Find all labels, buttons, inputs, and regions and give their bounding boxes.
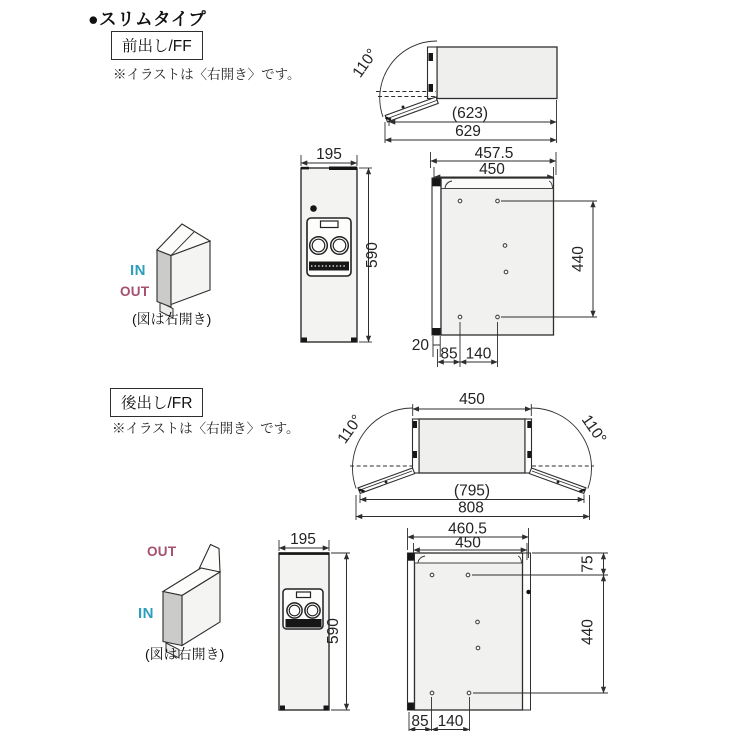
fr-top-angle-right: 110° — [577, 411, 610, 447]
fr-front-hinge-dot — [526, 590, 530, 594]
ff-side-dim-height: 590 — [364, 242, 381, 268]
ff-in-label: IN — [130, 262, 146, 279]
fr-side-view — [279, 531, 350, 711]
ff-iso-view — [157, 224, 210, 318]
fr-in-label: IN — [138, 605, 154, 622]
ff-front-side-edge — [432, 178, 441, 335]
ff-front-dim-total: 457.5 — [474, 145, 514, 162]
ff-side-name-slot — [321, 221, 339, 228]
fr-front-dim-face: 450 — [455, 534, 481, 552]
ff-top-dim-total: 629 — [455, 123, 481, 140]
fr-side-body — [279, 553, 329, 710]
fr-side-pull-bar — [286, 619, 322, 628]
fr-front-dim-total: 460.5 — [448, 520, 487, 538]
ff-top-body — [437, 47, 557, 99]
ff-front-dim-face: 450 — [479, 161, 505, 178]
fr-top-dim-face: 450 — [459, 391, 485, 408]
section-label-fr-text: 後出し/FR — [121, 395, 193, 412]
section-label-ff-text: 前出し/FF — [122, 38, 192, 55]
section-label-ff — [111, 31, 203, 60]
fr-front-view — [408, 521, 609, 731]
ff-front-dim-pitch-h: 140 — [465, 345, 492, 363]
page-title: ●スリムタイプ — [88, 9, 207, 29]
fr-top-dim-total: 808 — [458, 499, 484, 517]
ff-front-dim-pitch-v: 440 — [570, 246, 587, 272]
ff-side-view — [301, 146, 381, 342]
ff-top-view — [349, 41, 557, 143]
fr-front-dim-hole-left: 85 — [411, 713, 429, 730]
fr-front-dim-pitch-v: 440 — [579, 619, 597, 645]
fr-out-label: OUT — [147, 544, 177, 559]
fr-front-side-edge — [408, 553, 415, 710]
fr-side-name-slot — [297, 592, 311, 598]
fr-iso-caption: (図は右開き) — [145, 646, 225, 662]
ff-top-angle: 110° — [349, 45, 382, 81]
fr-top-dim-open: (795) — [453, 482, 491, 500]
ff-side-dim-depth: 195 — [316, 146, 342, 163]
fr-side-dim-height: 590 — [325, 618, 342, 644]
ff-front-view — [412, 145, 597, 367]
fr-top-body — [419, 419, 525, 473]
ff-note: ※イラストは〈右開き〉です。 — [113, 67, 301, 82]
fr-iso-view — [163, 545, 220, 659]
fr-front-dim-pitch-h: 140 — [437, 713, 464, 730]
fr-note: ※イラストは〈右開き〉です。 — [112, 421, 300, 436]
fr-top-angle-left: 110° — [334, 411, 367, 447]
ff-front-dim-base: 20 — [411, 337, 429, 354]
section-label-fr — [110, 388, 203, 417]
fr-front-dim-top-offset: 75 — [579, 555, 597, 573]
ff-iso-front-face — [157, 250, 171, 307]
ff-side-keyhole-dot — [310, 205, 317, 212]
ff-iso-caption: (図は右開き) — [132, 311, 212, 327]
fr-top-view — [334, 391, 609, 520]
fr-iso-front-face — [163, 592, 182, 646]
ff-out-label: OUT — [120, 284, 150, 299]
fr-side-dim-depth: 195 — [290, 531, 316, 548]
ff-top-dim-open: (623) — [451, 105, 489, 122]
ff-front-dim-hole-left: 85 — [440, 345, 458, 363]
